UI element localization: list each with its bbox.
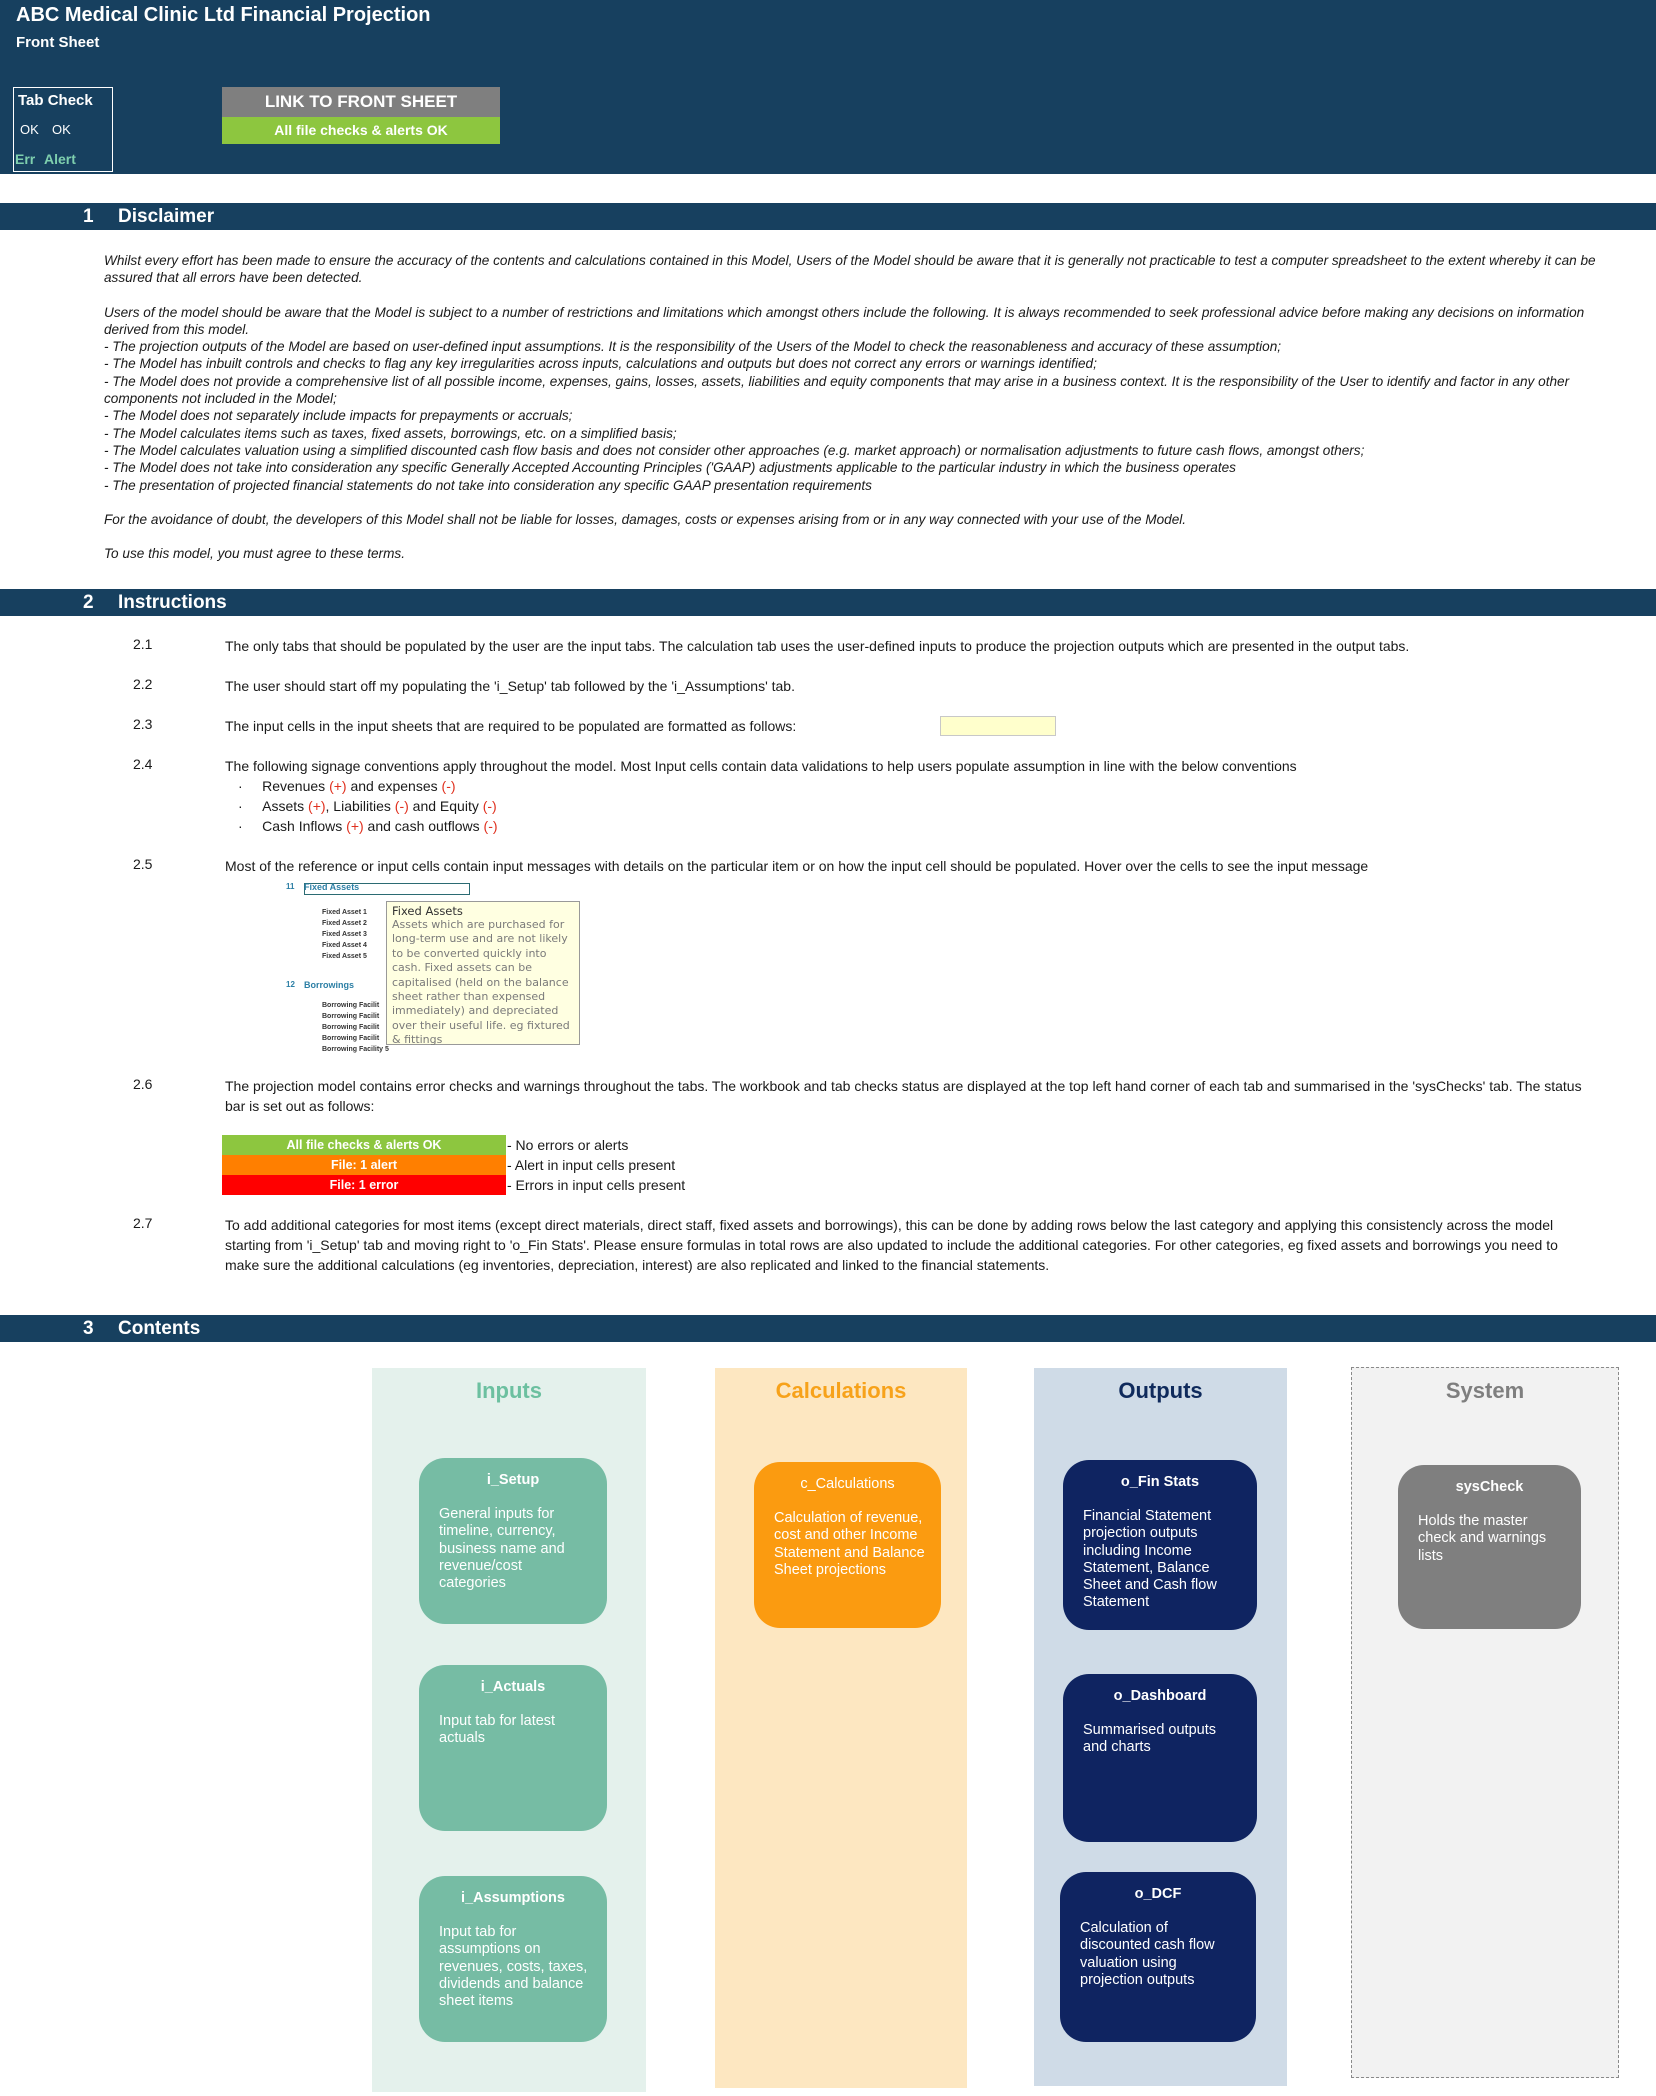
card-description: Calculation of revenue, cost and other Income Statement and Balance Sheet projections bbox=[774, 1510, 925, 1578]
instruction-text: The projection model contains error checks and warnings throughout the tabs. The workbook and tab checks status are displayed at the top left hand corner of each tab and summarised in the 'sysChecks' tab. The status bar is set out as follows: bbox=[225, 1078, 1582, 1114]
disclaimer-item: - The Model has inbuilt controls and checks to flag any key irregularities across inputs, calculations and outputs but does not correct any errors or warnings identified; bbox=[104, 356, 1097, 372]
card-title: o_Dashboard bbox=[1113, 1688, 1207, 1704]
instruction-number: 2.4 bbox=[133, 756, 153, 772]
card-title: o_Fin Stats bbox=[1120, 1474, 1200, 1490]
tab-check-alert: Alert bbox=[44, 151, 76, 167]
fixed-assets-label: Fixed Assets bbox=[304, 882, 360, 892]
card-description: Input tab for assumptions on revenues, costs, taxes, dividends and balance sheet items bbox=[439, 1924, 588, 2010]
section-number: 3 bbox=[83, 1318, 94, 1339]
column-title: Calculations bbox=[775, 1378, 907, 1403]
header-bar bbox=[0, 0, 1656, 174]
calculations-column bbox=[715, 1368, 967, 2088]
card-title: i_Assumptions bbox=[461, 1890, 565, 1906]
status-legend-desc: - Errors in input cells present bbox=[507, 1177, 686, 1193]
signage-bullet: · Revenues (+) and expenses (-) bbox=[238, 778, 456, 794]
section-bar-contents bbox=[0, 1315, 1656, 1342]
disclaimer-item: - The Model does not separately include impacts for prepayments or accruals; bbox=[104, 408, 573, 424]
app-title: ABC Medical Clinic Ltd Financial Projection bbox=[16, 4, 431, 26]
card-description: Input tab for latest actuals bbox=[439, 1713, 556, 1747]
instruction-text: The user should start off my populating the 'i_Setup' tab followed by the 'i_Assumptions' tab. bbox=[225, 678, 795, 694]
disclaimer-item: - The Model calculates valuation using a simplified discounted cash flow basis and does not consider other approaches (e.g. market approach) or normalisation adjustments to future cash flows, amongst others; bbox=[104, 442, 1365, 458]
card-description: Calculation of discounted cash flow valuation using projection outputs bbox=[1080, 1920, 1215, 1988]
status-legend-desc: - No errors or alerts bbox=[507, 1137, 629, 1153]
disclaimer-item: - The Model calculates items such as taxes, fixed assets, borrowings, etc. on a simplified basis; bbox=[104, 425, 677, 441]
instruction-number: 2.1 bbox=[133, 636, 153, 652]
column-title: Inputs bbox=[476, 1378, 542, 1403]
instruction-number: 2.2 bbox=[133, 676, 153, 692]
card-title: c_Calculations bbox=[800, 1476, 895, 1492]
card-description: Financial Statement projection outputs including Income Statement, Balance Sheet and Cash flow Statement bbox=[1083, 1508, 1217, 1611]
disclaimer-paragraph: To use this model, you must agree to these terms. bbox=[104, 546, 405, 562]
instruction-text: The following signage conventions apply throughout the model. Most Input cells contain data validations to help users populate assumption in line with the below conventions bbox=[225, 758, 1297, 774]
column-title: Outputs bbox=[1118, 1378, 1203, 1403]
borrowings-label: Borrowings bbox=[304, 980, 355, 990]
input-cell-format-swatch bbox=[940, 716, 1056, 736]
status-legend-desc: - Alert in input cells present bbox=[507, 1157, 676, 1173]
column-title: System bbox=[1445, 1378, 1525, 1403]
instruction-text: To add additional categories for most items (except direct materials, direct staff, fixed assets and borrowings), this can be done by adding rows below the last category and applying this consistencly across the model starting from 'i_Setup' tab and moving right to 'o_Fin Stats'. Please ensure formulas in total rows are also updated to include the additional categories. For other categories, eg fixed assets and borrowings you need to make sure the additional calculations (eg inventories, depreciation, interest) are also replicated and linked to the financial statements. bbox=[225, 1217, 1558, 1273]
input-message-tooltip bbox=[386, 901, 580, 1045]
sheet-subtitle: Front Sheet bbox=[16, 34, 100, 51]
instruction-number: 2.5 bbox=[133, 856, 153, 872]
fixed-asset-list: Fixed Asset 1 Fixed Asset 2 Fixed Asset 3 Fixed Asset 4 Fixed Asset 5 bbox=[322, 909, 367, 960]
tab-card-o-dashboard[interactable] bbox=[1063, 1674, 1257, 1842]
disclaimer-text bbox=[104, 252, 1604, 579]
disclaimer-paragraph: For the avoidance of doubt, the developers of this Model shall not be liable for losses, damages, costs or expenses arising from or in any way connected with your use of the Model. bbox=[104, 511, 1187, 527]
signage-bullet: · Cash Inflows (+) and cash outflows (-) bbox=[238, 818, 498, 834]
file-status-bar[interactable]: All file checks & alerts OK bbox=[222, 117, 500, 144]
tooltip-title: Fixed Assets bbox=[392, 904, 463, 918]
card-title: sysCheck bbox=[1455, 1479, 1524, 1495]
system-column bbox=[1351, 1367, 1619, 2078]
row-number: 11 bbox=[286, 882, 295, 891]
section-bar-disclaimer bbox=[0, 203, 1656, 230]
tab-card-i-setup[interactable] bbox=[419, 1458, 607, 1624]
disclaimer-item: - The presentation of projected financial statements do not take into consideration any specific GAAP presentation requirements bbox=[104, 477, 872, 493]
card-description: General inputs for timeline, currency, business name and revenue/cost categories bbox=[439, 1506, 565, 1592]
tab-check-err: Err bbox=[15, 151, 36, 167]
inputs-column bbox=[372, 1368, 646, 2092]
section-number: 2 bbox=[83, 592, 94, 613]
section-title: Contents bbox=[118, 1318, 201, 1339]
tab-check-ok-1: OK bbox=[20, 122, 39, 137]
tab-card-c-calculations[interactable] bbox=[754, 1462, 941, 1628]
disclaimer-item: - The Model does not provide a comprehensive list of all possible income, expenses, gains, losses, assets, liabilities and equity components that may arise in a business context. It is the responsibility of the User to identify and factor in any other components not included in the Model; bbox=[104, 373, 1570, 407]
tab-card-o-fin-stats[interactable] bbox=[1063, 1460, 1257, 1630]
instruction-number: 2.3 bbox=[133, 716, 153, 732]
card-title: i_Actuals bbox=[480, 1679, 546, 1695]
tooltip-body: Assets which are purchased for long-term use and are not likely to be converted quickly into cash. Fixed assets can be capitalised (held on the balance sheet rather than expensed immediately) and depreciated over their useful life. eg fixtured & fittings bbox=[392, 918, 570, 1047]
row-number: 12 bbox=[286, 980, 295, 989]
tab-check-ok-2: OK bbox=[52, 122, 71, 137]
disclaimer-paragraph: Users of the model should be aware that the Model is subject to a number of restrictions and limitations which amongst others include the following. It is always recommended to seek professional advice before making any decisions on information derived from this model. bbox=[104, 304, 1585, 337]
card-description: Holds the master check and warnings lists bbox=[1418, 1513, 1547, 1564]
section-title: Instructions bbox=[118, 592, 227, 613]
link-to-front-sheet-button[interactable]: LINK TO FRONT SHEET bbox=[222, 87, 500, 117]
status-legend-alert: File: 1 alert bbox=[222, 1155, 506, 1175]
status-legend-ok: All file checks & alerts OK bbox=[222, 1135, 506, 1155]
input-message-example bbox=[282, 879, 582, 1057]
instruction-number: 2.7 bbox=[133, 1215, 153, 1231]
tab-card-o-dcf[interactable] bbox=[1060, 1872, 1256, 2042]
instruction-text: The input cells in the input sheets that are required to be populated are formatted as follows: bbox=[225, 718, 797, 734]
tab-card-syscheck[interactable] bbox=[1398, 1465, 1581, 1629]
outputs-column bbox=[1034, 1368, 1287, 2086]
disclaimer-paragraph: Whilst every effort has been made to ensure the accuracy of the contents and calculations contained in this Model, Users of the Model should be aware that it is generally not practicable to test a computer spreadsheet to the extent whereby it can be assured that all errors have been detected. bbox=[104, 253, 1596, 286]
tab-check-panel bbox=[13, 87, 113, 172]
tab-card-i-assumptions[interactable] bbox=[419, 1876, 607, 2042]
borrowing-list: Borrowing Facilit Borrowing Facilit Borrowing Facilit Borrowing Facilit Borrowing Facility 5 bbox=[322, 1002, 389, 1053]
signage-bullet: · Assets (+), Liabilities (-) and Equity (-) bbox=[238, 798, 497, 814]
instruction-number: 2.6 bbox=[133, 1076, 153, 1092]
instruction-text: The only tabs that should be populated by the user are the input tabs. The calculation tab uses the user-defined inputs to produce the projection outputs which are presented in the output tabs. bbox=[225, 638, 1410, 654]
card-description: Summarised outputs and charts bbox=[1083, 1722, 1216, 1756]
tab-check-title: Tab Check bbox=[18, 92, 93, 109]
card-title: o_DCF bbox=[1134, 1886, 1182, 1902]
disclaimer-item: - The projection outputs of the Model are based on user-defined input assumptions. It is the responsibility of the Users of the Model to check the reasonableness and accuracy of these assumption; bbox=[104, 339, 1282, 355]
card-title: i_Setup bbox=[486, 1472, 540, 1488]
section-title: Disclaimer bbox=[118, 206, 215, 227]
instruction-text: Most of the reference or input cells contain input messages with details on the particular item or on how the input cell should be populated. Hover over the cells to see the input message bbox=[225, 858, 1369, 874]
section-bar-instructions bbox=[0, 589, 1656, 616]
tab-card-i-actuals[interactable] bbox=[419, 1665, 607, 1831]
section-number: 1 bbox=[83, 206, 94, 227]
disclaimer-item: - The Model does not take into consideration any specific Generally Accepted Accounting Principles ('GAAP) adjustments applicable to the particular industry in which the business operates bbox=[104, 460, 1236, 476]
status-legend-error: File: 1 error bbox=[222, 1175, 506, 1195]
